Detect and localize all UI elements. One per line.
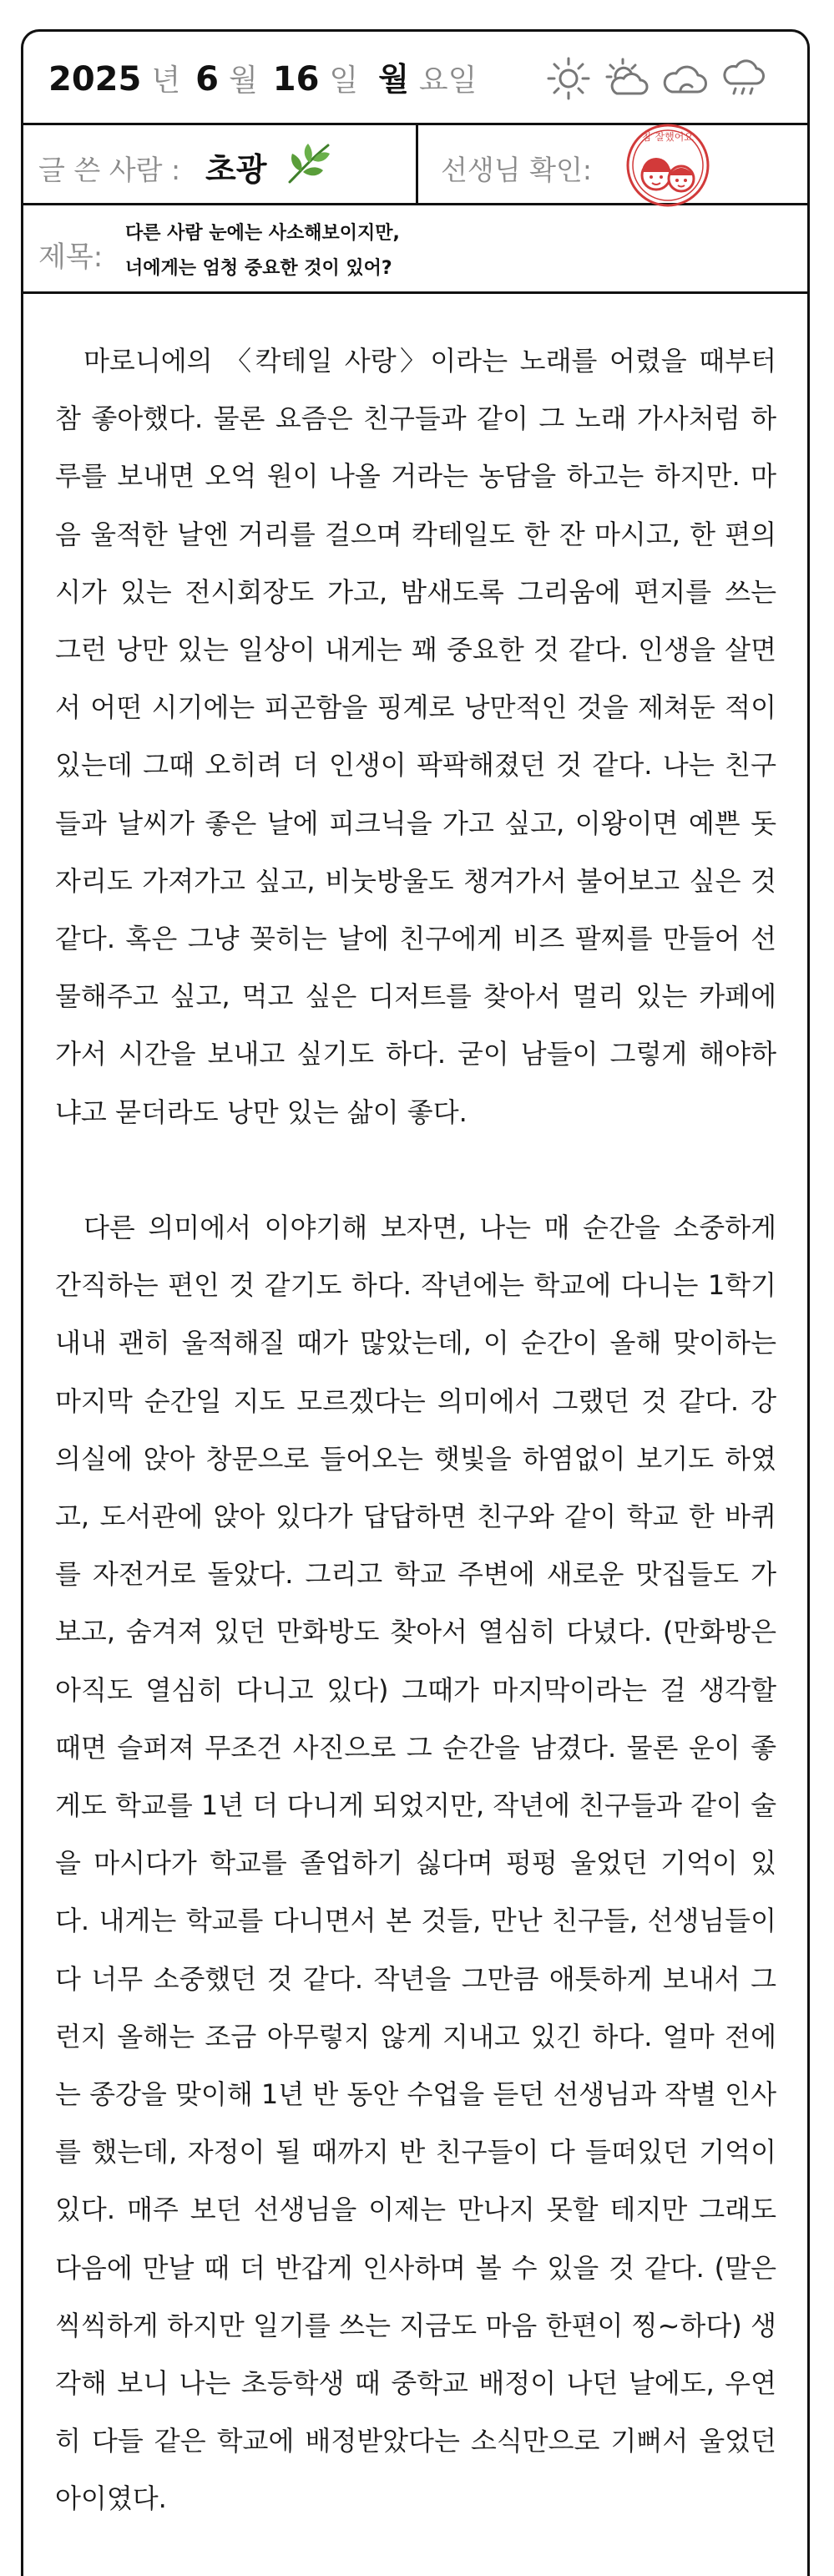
teacher-check-label: 선생님 확인: — [441, 154, 592, 186]
weather-options — [545, 55, 767, 102]
sunny-icon[interactable] — [545, 55, 592, 102]
title-line-1: 다른 사람 눈에는 사소해보이지만, — [125, 223, 400, 244]
date-day-label: 일 — [329, 63, 359, 98]
title-line-2: 너에게는 엄청 중요한 것이 있어? — [125, 258, 392, 279]
diary-paragraph-2: 다른 의미에서 이야기해 보자면, 나는 매 순간을 소중하게 간직하는 편인 것 같기도 하다. 작년에는 학교에 다니는 1학기 내내 괜히 울적해질 때가 많았는데, 이 순간이 올해 맞이하는 마지막 순간일 지도 모르겠다는 의미에서 그랬던 것 같다. 강의실에 앉아 창문으로 들어오는 햇빛을 하염없이 보기도 하였고, 도서관에 앉아 있다가 답답하면 친구와 같이 학교 한 바퀴를 자전거로 돌았다. 그리고 학교 주변에 새로운 맛집들도 가보고, 숨겨져 있던 만화방도 찾아서 열심히 다녔다. (만화방은 아직도 열심히 다니고 있다) 그때가 마지막이라는 걸 생각할 때면 슬퍼져 무조건 사진으로 그 순간을 남겼다. 물론 운이 좋게도 학교를 1년 더 다니게 되었지만, 작년에 친구들과 같이 술을 마시다가 학교를 졸업하기 싫다며 펑펑 울었던 기억이 있다. 내게는 학교를 다니면서 본 것들, 만난 친구들, 선생님들이 다 너무 소중했던 것 같다. 작년을 그만큼 애틋하게 보내서 그런지 올해는 조금 아무렇지 않게 지내고 있긴 하다. 얼마 전에는 종강을 맞이해 1년 반 동안 수업을 듣던 선생님과 작별 인사를 했는데, 자정이 될 때까지 반 친구들이 다 들떠있던 기억이 있다. 매주 보던 선생님을 이제는 만나지 못할 테지만 그래도 다음에 만날 때 더 반갑게 인사하며 볼 수 있을 것 같다. (말은 씩씩하게 하지만 일기를 쓰는 지금도 마음 한편이 찡~하다) 생각해 보니 나는 초등학생 때 중학교 배정이 나던 날에도, 우연히 다들 같은 학교에 배정받았다는 소식만으로 기뻐서 울었던 아이였다. — [55, 1212, 776, 2515]
partly-cloudy-icon[interactable] — [604, 55, 650, 102]
date — [48, 53, 477, 104]
date-weekday-label: 요일 — [418, 63, 478, 98]
author-label: 글 쓴 사람 : — [38, 154, 181, 186]
diary-paragraph-1: 마로니에의 〈칵테일 사랑〉이라는 노래를 어렸을 때부터 참 좋아했다. 물론 요즘은 친구들과 같이 그 노래 가사처럼 하루를 보내면 오억 원이 나올 거라는 농담을 하고는 하지만. 마음 울적한 날엔 거리를 걸으며 칵테일도 한 잔 마시고, 한 편의 시가 있는 전시회장도 가고, 밤새도록 그리움에 편지를 쓰는 그런 낭만 있는 일상이 내게는 꽤 중요한 것 같다. 인생을 살면서 어떤 시기에는 피곤함을 핑계로 낭만적인 것을 제쳐둔 적이 있는데 그때 오히려 더 인생이 팍팍해졌던 것 같다. 나는 친구들과 날씨가 좋은 날에 피크닉을 가고 싶고, 이왕이면 예쁜 돗자리도 가져가고 싶고, 비눗방울도 챙겨가서 불어보고 싶은 것 같다. 혹은 그냥 꽂히는 날에 친구에게 비즈 팔찌를 만들어 선물해주고 싶고, 먹고 싶은 디저트를 찾아서 멀리 있는 카페에 가서 시간을 보내고 싶기도 하다. 굳이 남들이 그렇게 해야하냐고 묻더라도 낭만 있는 삶이 좋다. — [55, 345, 776, 1128]
author-name: 초광 — [205, 151, 267, 188]
leaf-icon — [285, 140, 333, 187]
date-month-label: 월 — [228, 63, 258, 98]
title-row — [23, 205, 807, 294]
stamp-text: 참 잘했어요 — [642, 131, 694, 143]
rainy-icon[interactable] — [720, 55, 767, 102]
date-day: 16 — [272, 60, 320, 99]
cloudy-icon[interactable] — [662, 55, 709, 102]
teacher-stamp-icon — [623, 120, 713, 210]
diary-page — [21, 29, 810, 2576]
date-weekday: 월 — [378, 61, 409, 98]
date-row — [23, 32, 807, 125]
title-label: 제목: — [38, 240, 104, 274]
date-year-label: 년 — [151, 63, 181, 98]
meta-divider — [416, 125, 418, 203]
date-month: 6 — [195, 60, 219, 99]
meta-row — [23, 125, 807, 205]
date-year: 2025 — [48, 60, 142, 99]
